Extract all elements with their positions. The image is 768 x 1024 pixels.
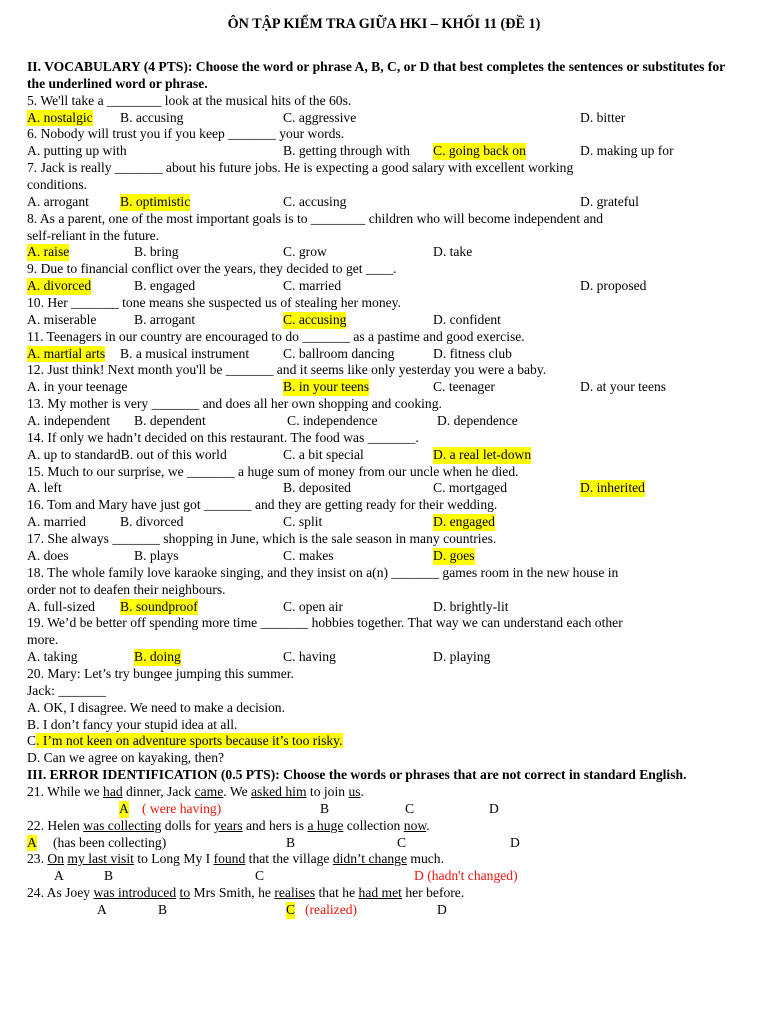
option-c: C. makes [283,547,334,563]
underlined-c: a huge [307,817,344,833]
question-17-options [27,548,727,565]
correction-note: (has been collecting) [53,834,167,850]
option-d-answer: D. goes [433,547,475,563]
option-d: D. proposed [580,278,647,294]
question-8-stem-cont: self-reliant in the future. [27,227,160,243]
option-c-answer: C. accusing [283,311,347,327]
underlined-d: us [348,783,361,799]
question-5-stem: 5. We'll take a ________ look at the musical hits of the 60s. [27,92,352,108]
text: 21. While we [27,783,104,799]
question-16-options [27,514,727,531]
question-17-stem: 17. She always _______ shopping in June, which is the sale season in many countries. [27,531,497,547]
option-c: C. having [283,649,336,665]
option-d: D. fitness club [433,345,512,361]
option-c: C. mortgaged [433,480,507,496]
underlined-a: was collecting [83,817,162,833]
question-19-stem-cont: more. [27,632,59,648]
question-15-options [27,480,727,497]
question-6-options [27,143,727,160]
question-18-stem-cont: order not to deafen their neighbours. [27,581,226,597]
label-b: B [286,834,296,850]
option-c: C. teenager [433,379,495,395]
question-9-options [27,278,727,295]
underlined-d: didn’t change [332,851,407,867]
question-24-sentence [27,885,727,902]
question-12-options [27,379,727,396]
option-d-answer: D. inherited [580,480,645,496]
question-13-stem: 13. My mother is very _______ and does all her own shopping and cooking. [27,396,442,412]
question-10-stem: 10. Her _______ tone means she suspected us of stealing her money. [27,295,401,311]
option-a: A. taking [27,649,78,665]
question-19-stem: 19. We’d be better off spending more time _______ hobbies together. That way we can understand each other [27,615,623,631]
option-c: C. split [283,514,323,530]
question-8-options [27,244,727,261]
question-7-stem-cont: conditions. [27,177,88,193]
question-24-labels [27,902,727,919]
option-b: B. engaged [134,278,196,294]
option-d: D. take [433,244,473,260]
label-a-answer: A [119,800,129,816]
label-d: D [489,800,499,816]
option-c-text: . I’m not keen on adventure sports because it’s too risky. [36,733,343,749]
option-a: A. left [27,480,62,496]
underlined-b: years [213,817,243,833]
section-heading-vocabulary: II. VOCABULARY (4 PTS): Choose the word or phrase A, B, C, or D that best completes the sentences or substitutes for the underlined word or phrase. [27,59,725,91]
option-a: A. independent [27,413,111,429]
option-a: A. does [27,547,69,563]
option-b-answer: B. optimistic [120,193,191,209]
question-14-options [27,447,727,464]
question-20-option-b: B. I don’t fancy your stupid idea at all. [27,716,238,732]
text: and hers is [242,817,308,833]
text: . [360,783,364,799]
text: collection [343,817,404,833]
option-b-answer: B. in your teens [283,379,370,395]
option-b-answer: B. soundproof [120,598,198,614]
option-d: D. playing [433,649,491,665]
label-d: D [437,901,447,917]
question-22-sentence [27,818,727,835]
option-a-answer: A. martial arts [27,345,106,361]
text: to join [306,783,349,799]
label-b: B [104,868,114,884]
option-c: C. accusing [283,193,347,209]
option-b-answer: B. doing [134,649,181,665]
option-a: A. full-sized [27,598,95,614]
underlined-c: asked him [251,783,307,799]
option-a: A. in your teenage [27,379,128,395]
question-12-stem: 12. Just think! Next month you'll be _______ and it seems like only yesterday you were a baby. [27,362,547,378]
option-c: C. grow [283,244,327,260]
text: Mrs Smith, he [190,885,275,901]
question-21-labels [27,801,727,818]
text: much. [406,851,444,867]
option-b: B. deposited [283,480,351,496]
option-d: D. dependence [437,413,518,429]
question-14-stem: 14. If only we hadn’t decided on this restaurant. The food was _______. [27,429,419,445]
question-23-labels [27,868,727,885]
option-b: B. arrogant [134,311,196,327]
question-5-options [27,110,727,127]
text: dinner, Jack [122,783,195,799]
label-a: A [97,901,107,917]
option-d: D. brightly-lit [433,598,509,614]
option-a [27,447,227,464]
option-c-letter: C [27,733,37,749]
question-21-sentence [27,784,727,801]
option-d: D. bitter [580,109,626,125]
question-23-sentence [27,851,727,868]
text: . We [223,783,252,799]
option-c-answer: C. going back on [433,143,526,159]
underlined-a: On [47,851,65,867]
section-heading-error-identification: III. ERROR IDENTIFICATION (0.5 PTS): Choose the words or phrases that are not correct in standard English. [27,767,687,783]
question-19-options [27,649,727,666]
question-11-stem: 11. Teenagers in our country are encouraged to do _______ as a pastime and good exercise. [27,328,525,344]
question-20-option-a: A. OK, I disagree. We need to make a decision. [27,699,285,715]
question-20-option-d: D. Can we agree on kayaking, then? [27,750,225,766]
text: 23. [27,851,48,867]
label-c-answer: C [286,901,296,917]
question-10-options [27,312,727,329]
label-c: C [405,800,415,816]
option-a-answer: A. divorced [27,278,92,294]
question-9-stem: 9. Due to financial conflict over the years, they decided to get ____. [27,261,397,277]
label-a: A [54,868,64,884]
underlined-c: realises [274,885,316,901]
text: that he [315,885,359,901]
option-d: D. grateful [580,193,639,209]
underlined-a: was introduced [93,885,177,901]
option-b: B. out of this world [120,446,227,462]
option-c: C. open air [283,598,344,614]
option-b: B. divorced [120,514,184,530]
question-7-options [27,194,727,211]
option-d: D. making up for [580,143,674,159]
question-18-options [27,599,727,616]
text: to Long My I [133,851,214,867]
correction-note: ( were having) [142,800,222,816]
question-11-options [27,346,727,363]
option-a-answer: A. raise [27,244,70,260]
question-22-labels [27,835,727,852]
option-b: B. a musical instrument [120,345,250,361]
text: her before. [401,885,465,901]
question-20-jack: Jack: _______ [27,682,106,698]
option-a: A. putting up with [27,143,127,159]
option-c: C. aggressive [283,109,357,125]
option-c: C. married [283,278,342,294]
option-a-answer: A. nostalgic [27,109,93,125]
text: 24. As Joey [27,885,94,901]
text: 22. Helen [27,817,84,833]
label-a-answer: A [27,834,37,850]
label-b: B [158,901,168,917]
option-a: A. arrogant [27,193,89,209]
label-d: D [510,834,520,850]
text: that the village [245,851,333,867]
text: dolls for [161,817,214,833]
option-d: D. at your teens [580,379,667,395]
question-8-stem: 8. As a parent, one of the most important goals is to ________ children who will become independent and [27,210,604,226]
underlined-b: came [194,783,224,799]
option-b: B. plays [134,547,179,563]
option-a: A. married [27,514,86,530]
question-15-stem: 15. Much to our surprise, we _______ a huge sum of money from our uncle when he died. [27,463,519,479]
label-c: C [255,868,265,884]
underlined-d: had met [358,885,402,901]
option-b: B. accusing [120,109,184,125]
question-7-stem: 7. Jack is really _______ about his future jobs. He is expecting a good salary with excellent working [27,160,574,176]
option-d: D. confident [433,311,501,327]
question-20-stem: 20. Mary: Let’s try bungee jumping this summer. [27,665,294,681]
label-b: B [320,800,330,816]
question-6-stem: 6. Nobody will trust you if you keep _______ your words. [27,126,345,142]
question-18-stem: 18. The whole family love karaoke singing, and they insist on a(n) _______ games room in the new house in [27,564,619,580]
option-b: B. dependent [134,413,206,429]
page-title: ÔN TẬP KIỂM TRA GIỮA HKI – KHỐI 11 (ĐỀ 1) [227,16,541,32]
worksheet-body [27,59,727,919]
option-b: B. bring [134,244,179,260]
question-20-option-c-answer [27,733,727,750]
label-c: C [397,834,407,850]
option-a-text: A. up to standard [27,446,121,462]
underlined-b: my last visit [67,851,134,867]
option-c: C. a bit special [283,446,364,462]
question-16-stem: 16. Tom and Mary have just got _______ and they are getting ready for their wedding. [27,497,498,513]
underlined-d: now [403,817,427,833]
underlined-c: found [213,851,246,867]
option-b: B. getting through with [283,143,410,159]
option-c: C. independence [287,413,378,429]
underlined-b: to [179,885,191,901]
option-d-answer: D. a real let-down [433,446,532,462]
option-d-answer: D. engaged [433,514,495,530]
option-c: C. ballroom dancing [283,345,395,361]
text: . [426,817,430,833]
option-a: A. miserable [27,311,97,327]
underlined-a: had [103,783,123,799]
label-d-answer: D (hadn't changed) [414,868,518,884]
correction-note: (realized) [305,901,358,917]
question-13-options [27,413,727,430]
